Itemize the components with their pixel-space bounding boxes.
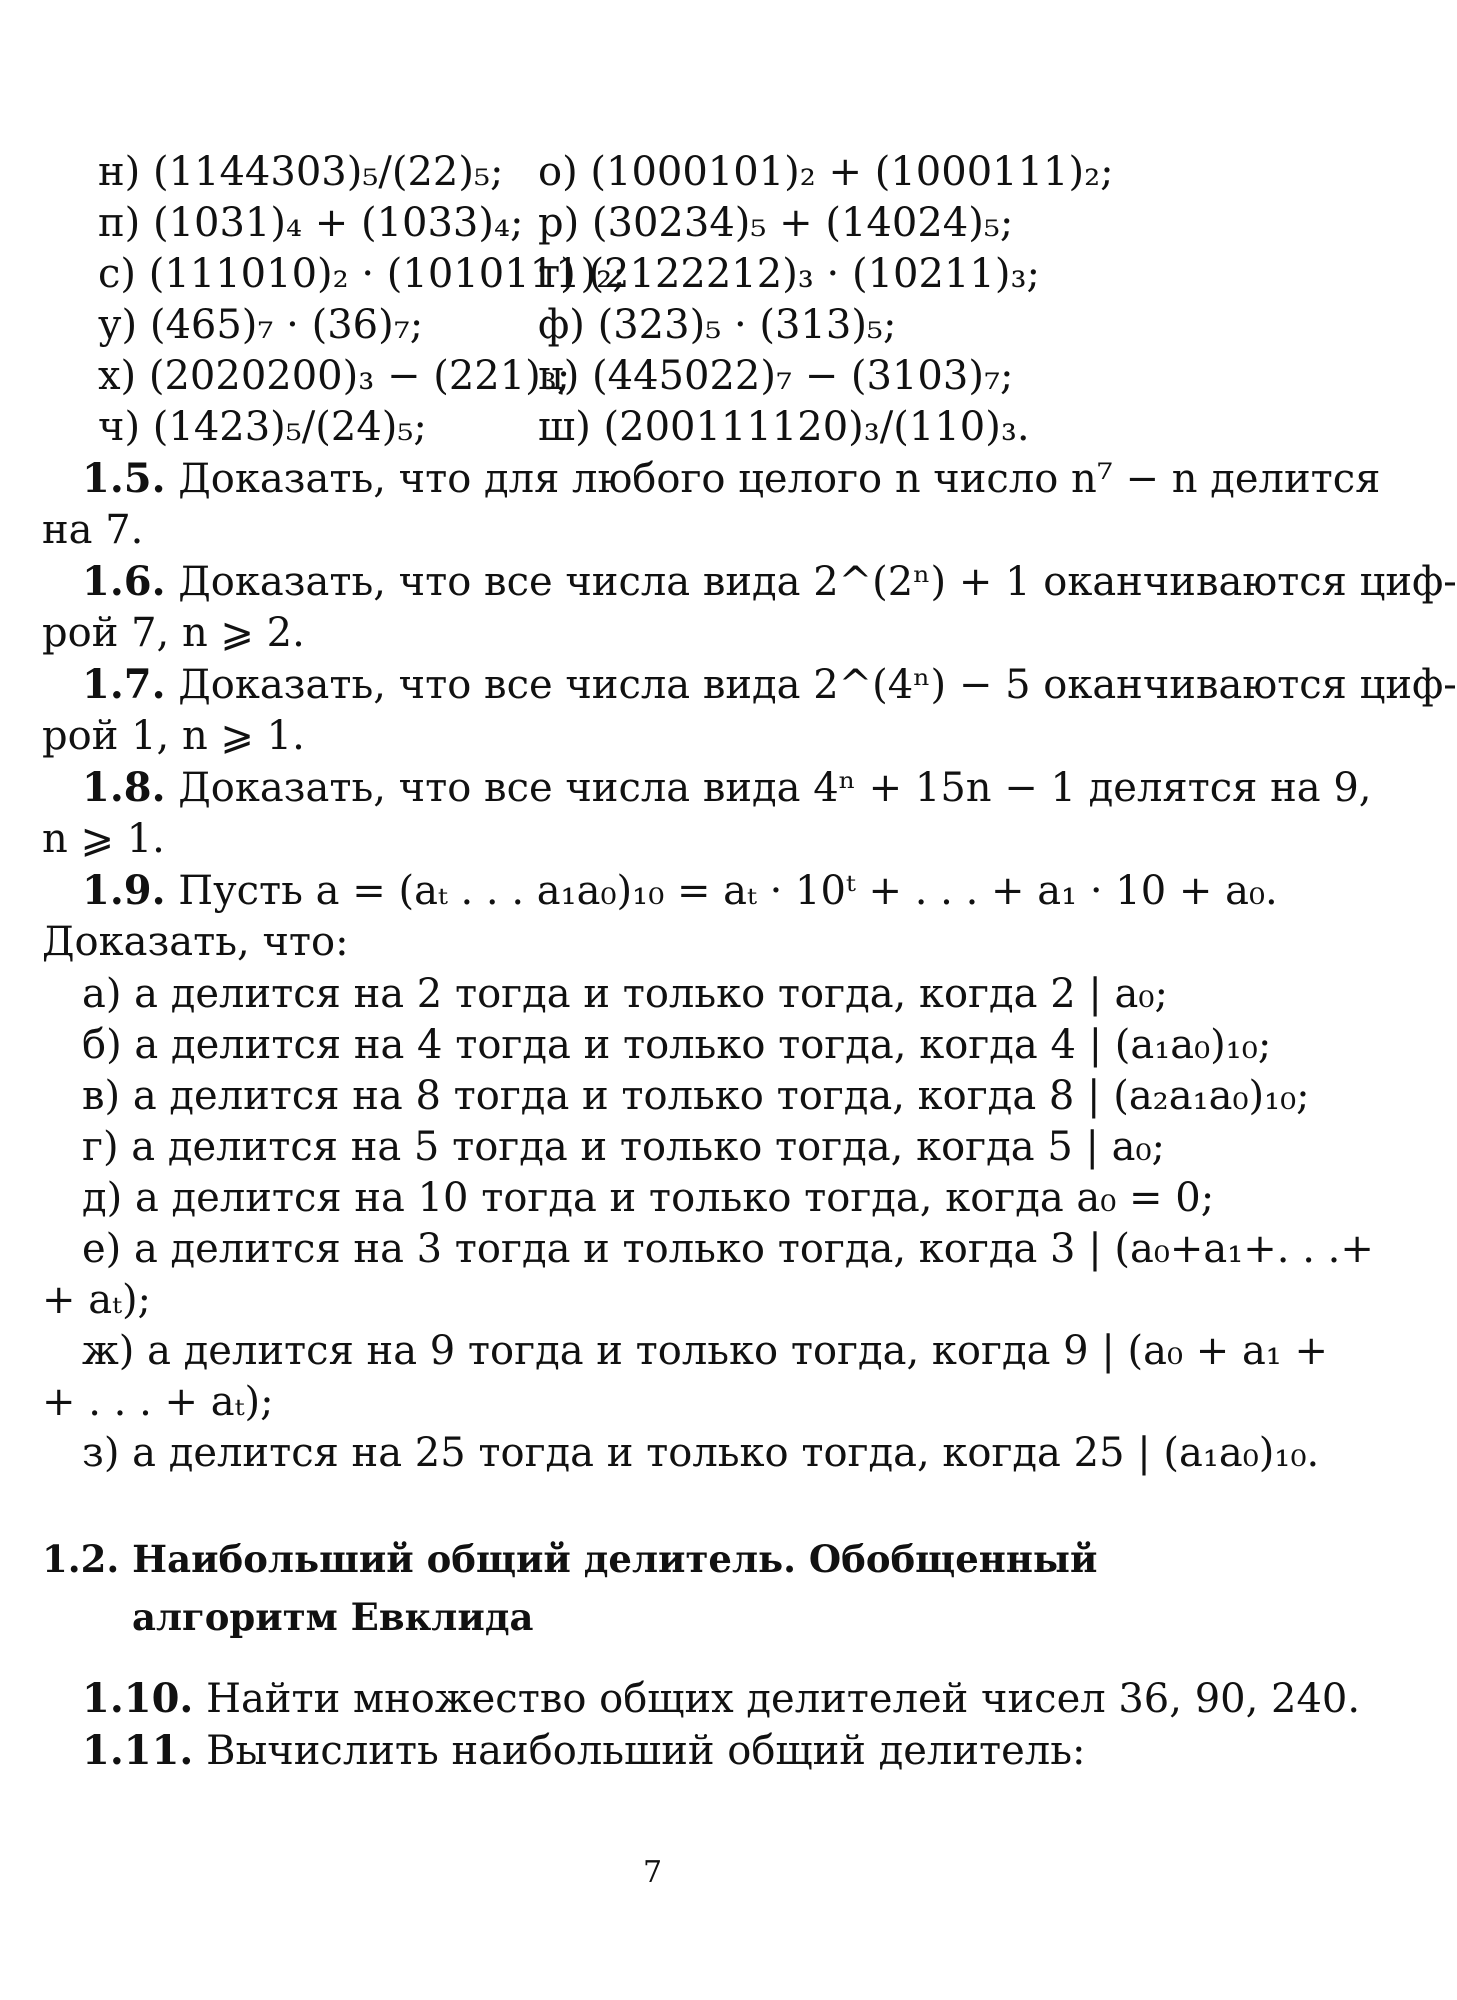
exercise-item: ш) (200111120)₃/(110)₃. [538,404,1030,450]
problem-text: Пусть a = (aₜ . . . a₁a₀)₁₀ = aₜ · 10ᵗ + . . . + a₁ · 10 + a₀. [165,868,1278,914]
problem-text: Вычислить наибольший общий делитель: [193,1728,1086,1774]
subitem: в) a делится на 8 тогда и только тогда, когда 8 | (a₂a₁a₀)₁₀; [82,1073,1310,1119]
problem-text: Доказать, что: [42,919,349,965]
exercise-item: р) (30234)₅ + (14024)₅; [538,200,1014,246]
subitem-continuation: + aₜ); [42,1277,152,1323]
exercise-item: ф) (323)₅ · (313)₅; [538,302,897,348]
problem-1-8 [82,764,1372,812]
problem-text: Доказать, что все числа вида 2^(2ⁿ) + 1 оканчиваются циф- [165,559,1457,605]
problem-1-10 [82,1675,1360,1723]
exercise-item: ч) (1423)₅/(24)₅; [98,404,427,450]
subitem: а) a делится на 2 тогда и только тогда, когда 2 | a₀; [82,971,1168,1017]
section-heading-continuation: алгоритм Евклида [132,1595,534,1639]
problem-1-6 [82,558,1457,606]
exercise-item: ц) (445022)₇ − (3103)₇; [538,353,1014,399]
exercise-item: с) (111010)₂ · (1010111)₂; [98,251,626,297]
subitem-continuation: + . . . + aₜ); [42,1379,274,1425]
problem-text: на 7. [42,507,144,553]
problem-number: 1.11. [82,1727,194,1774]
subitem: д) a делится на 10 тогда и только тогда, когда a₀ = 0; [82,1175,1215,1221]
problem-number: 1.7. [82,661,166,708]
problem-text: Найти множество общих делителей чисел 36, 90, 240. [193,1676,1361,1722]
problem-1-5 [82,455,1380,503]
problem-number: 1.6. [82,558,166,605]
problem-text: рой 7, n ⩾ 2. [42,610,305,656]
problem-1-7 [82,661,1457,709]
problem-number: 1.8. [82,764,166,811]
problem-text: Доказать, что для любого целого n число n⁷ − n делится [165,456,1381,502]
problem-number: 1.5. [82,455,166,502]
problem-number: 1.9. [82,867,166,914]
page-number: 7 [642,1855,663,1890]
problem-text: Доказать, что все числа вида 4ⁿ + 15n − 1 делятся на 9, [165,765,1372,811]
subitem: е) a делится на 3 тогда и только тогда, когда 3 | (a₀+a₁+. . .+ [82,1226,1374,1272]
problem-text: рой 1, n ⩾ 1. [42,713,305,759]
problem-text: n ⩾ 1. [42,816,165,862]
exercise-item: н) (1144303)₅/(22)₅; [98,149,504,195]
exercise-item: т) (2122212)₃ · (10211)₃; [538,251,1040,297]
subitem: б) a делится на 4 тогда и только тогда, когда 4 | (a₁a₀)₁₀; [82,1022,1272,1068]
problem-1-11 [82,1727,1085,1775]
subitem: ж) a делится на 9 тогда и только тогда, когда 9 | (a₀ + a₁ + [82,1328,1329,1374]
exercise-item: о) (1000101)₂ + (1000111)₂; [538,149,1114,195]
exercise-item: х) (2020200)₃ − (221)₃; [98,353,571,399]
subitem: г) a делится на 5 тогда и только тогда, когда 5 | a₀; [82,1124,1166,1170]
subitem: з) a делится на 25 тогда и только тогда, когда 25 | (a₁a₀)₁₀. [82,1430,1320,1476]
problem-1-9 [82,867,1278,915]
exercise-item: у) (465)₇ · (36)₇; [98,302,424,348]
section-heading: 1.2. Наибольший общий делитель. Обобщенный [42,1537,1098,1581]
problem-text: Доказать, что все числа вида 2^(4ⁿ) − 5 оканчиваются циф- [165,662,1457,708]
problem-number: 1.10. [82,1675,194,1722]
exercise-item: п) (1031)₄ + (1033)₄; [98,200,524,246]
